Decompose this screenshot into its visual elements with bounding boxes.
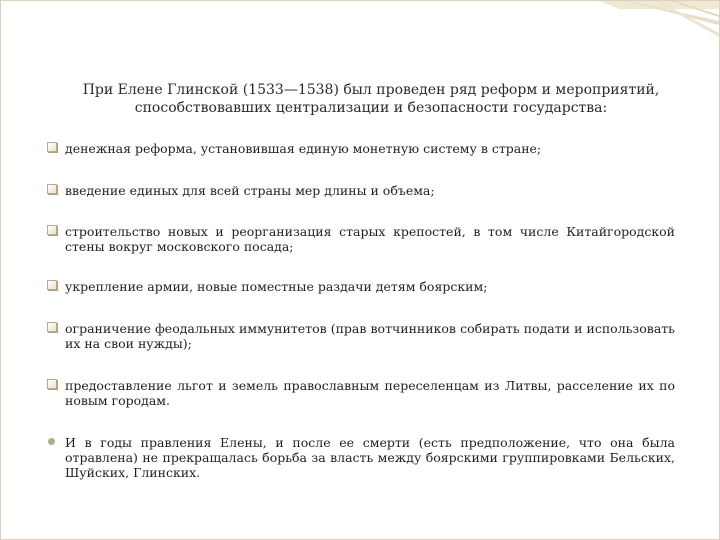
bullet-text: предоставление льгот и земель православным переселенцам из Литвы, расселение их по новым городам. — [65, 378, 675, 408]
bullet-item — [47, 435, 675, 480]
bullet-text: строительство новых и реорганизация старых крепостей, в том числе Китайгородской стены вокруг московского посада; — [65, 224, 675, 254]
bullet-text: ограничение феодальных иммунитетов (прав вотчинников собирать подати и использовать их на свои нужды); — [65, 321, 675, 351]
checkbox-bullet-icon — [47, 321, 65, 339]
bullet-text: денежная реформа, установившая единую монетную систему в стране; — [65, 141, 542, 156]
checkbox-bullet-icon — [47, 183, 65, 201]
dot-bullet-icon — [47, 435, 65, 453]
slide-title-line-2: способствовавших централизации и безопасности государства: — [134, 100, 608, 116]
bullet-item — [47, 279, 675, 297]
corner-stripes-decoration — [579, 1, 719, 41]
checkbox-bullet-icon — [47, 378, 65, 396]
slide-title — [81, 81, 661, 117]
bullet-item — [47, 183, 675, 201]
bullet-item — [47, 141, 675, 159]
checkbox-bullet-icon — [47, 279, 65, 297]
bullet-item — [47, 224, 675, 254]
bullet-text: укрепление армии, новые поместные раздачи детям боярским; — [65, 279, 488, 294]
bullet-text: введение единых для всей страны мер длины и объема; — [65, 183, 435, 198]
checkbox-bullet-icon — [47, 224, 65, 242]
bullet-item — [47, 321, 675, 351]
bullet-text: И в годы правления Елены, и после ее смерти (есть предположение, что она была отравлена) не прекращалась борьба за власть между боярскими группировками Бельских, Шуйских, Глинских. — [65, 435, 675, 480]
bullet-item — [47, 378, 675, 408]
slide-title-line-1: При Елене Глинской (1533—1538) был проведен ряд реформ и мероприятий, — [82, 82, 660, 98]
checkbox-bullet-icon — [47, 141, 65, 159]
